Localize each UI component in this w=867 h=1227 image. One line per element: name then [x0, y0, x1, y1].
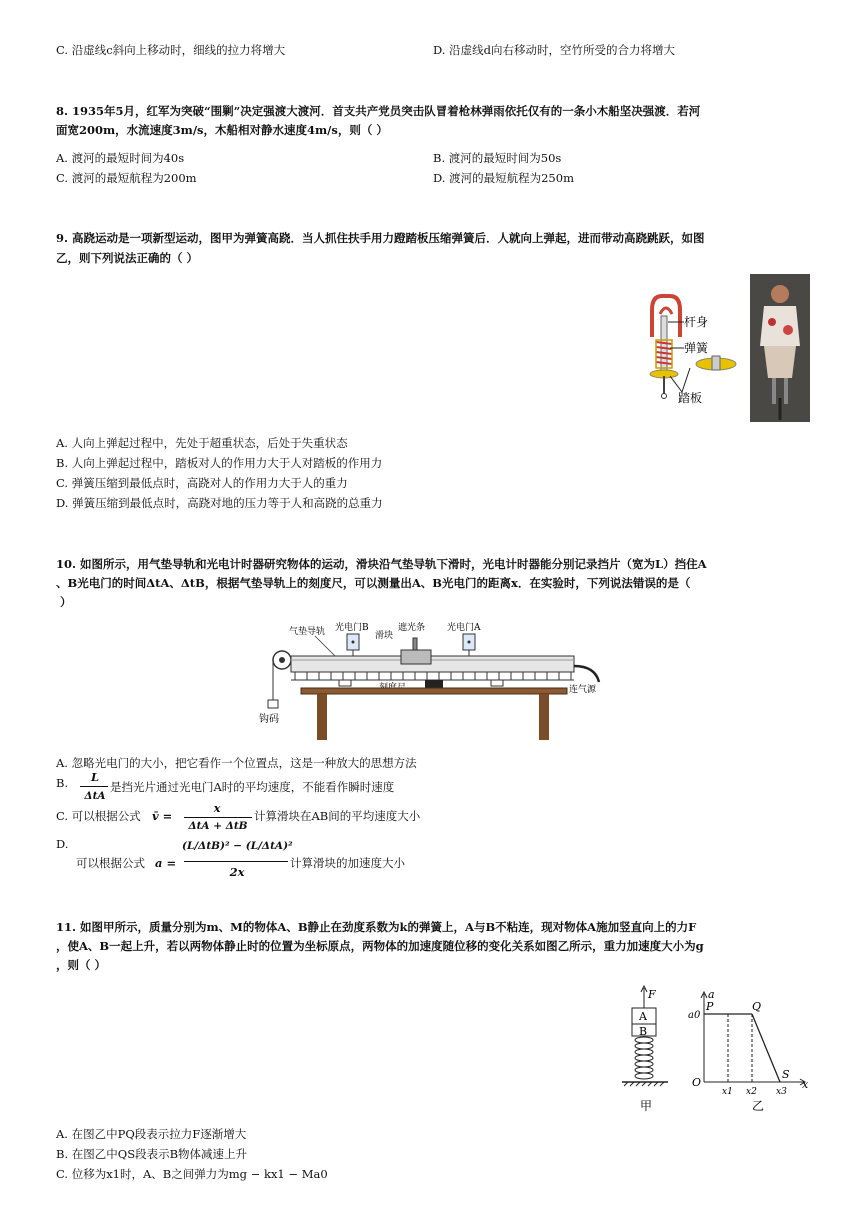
label-axis-x: x	[802, 1078, 809, 1091]
label-rail: 气垫导轨	[289, 627, 326, 637]
label-block-A: A	[639, 1010, 647, 1023]
label-x3: x3	[776, 1087, 787, 1097]
q8-stem-line2: 面宽200m，水流速度3m/s，木船相对静水速度4m/s，则（ ）	[56, 123, 388, 137]
q11-stem-line1: 11. 如图甲所示，质量分别为m、M的物体A、B静止在劲度系数为k的弹簧上，A与B不粘连，现对物体A施加竖直向上的力F	[56, 920, 697, 934]
fraction-bar	[80, 786, 108, 787]
label-Q: Q	[752, 1000, 762, 1013]
pogo-stick-figure	[640, 272, 815, 427]
q8-option-d: D. 渡河的最短航程为250m	[433, 171, 574, 185]
q9-option-b: B. 人向上弹起过程中，踏板对人的作用力大于人对踏板的作用力	[56, 456, 383, 470]
label-S: S	[782, 1068, 790, 1081]
q10-stem-line3: ）	[60, 595, 72, 609]
spring-acceleration-figure	[612, 982, 817, 1117]
q10-stem-line1: 10. 如图所示，用气垫导轨和光电计时器研究物体的运动，滑块沿气垫导轨下滑时，光电计时器能分别记录挡片（宽为L）挡住A	[56, 557, 707, 571]
q10-option-a: A. 忽略光电门的大小，把它看作一个位置点，这是一种放大的思想方法	[56, 756, 417, 770]
q11-option-c: C. 位移为x1时，A、B之间弹力为mg − kx1 − Ma0	[56, 1167, 328, 1181]
label-shade: 遮光条	[398, 623, 426, 633]
label-axis-a: a	[708, 988, 715, 1001]
q11-option-a: A. 在图乙中PQ段表示拉力F逐渐增大	[56, 1127, 247, 1141]
label-F: F	[648, 988, 656, 1001]
label-slider: 滑块	[375, 631, 394, 641]
label-a0: a0	[688, 1010, 701, 1021]
q10-option-d-lhs: a =	[155, 856, 177, 870]
q10-option-b-prefix: B.	[56, 776, 69, 790]
q8-option-c: C. 渡河的最短航程为200m	[56, 171, 197, 185]
label-weight: 钩码	[259, 714, 279, 725]
prev-option-c: C. 沿虚线c斜向上移动时，细线的拉力将增大	[56, 43, 286, 57]
label-spring: 弹簧	[684, 341, 709, 355]
label-jia: 甲	[640, 1099, 653, 1113]
label-gate-a: 光电门A	[447, 623, 481, 633]
q11-stem-line2: ，使A、B一起上升，若以两物体静止时的位置为坐标原点，两物体的加速度随位移的变化关系如图乙所示，重力加速度大小为g	[56, 939, 704, 953]
label-air-source: 连气源	[569, 685, 597, 695]
q10-option-c-text: 计算滑块在AB间的平均速度大小	[254, 809, 421, 823]
q10-option-c-prefix: C. 可以根据公式	[56, 809, 141, 823]
q8-stem-line1: 8. 1935年5月，红军为突破“围剿”决定强渡大渡河．首支共产党员突击队冒着枪林弹雨依托仅有的一条小木船坚决强渡．若河	[56, 104, 701, 118]
label-O: O	[692, 1076, 702, 1089]
label-yi: 乙	[752, 1099, 765, 1113]
label-x2: x2	[746, 1087, 757, 1097]
q10-option-c-lhs: v̄ =	[152, 809, 173, 823]
q9-option-d: D. 弹簧压缩到最低点时，高跷对地的压力等于人和高跷的总重力	[56, 496, 383, 510]
q10-stem-line2: 、B光电门的时间ΔtA、ΔtB，根据气垫导轨上的刻度尺，可以测量出A、B光电门的距离x．在实验时，下列说法错误的是（	[56, 576, 691, 590]
q10-option-c-numerator: x	[213, 801, 221, 815]
q10-option-d-lead: 可以根据公式	[76, 856, 145, 870]
label-x1: x1	[722, 1087, 733, 1097]
q8-option-a: A. 渡河的最短时间为40s	[56, 151, 185, 165]
label-rod: 杆身	[684, 315, 709, 329]
q11-stem-line3: ，则（ ）	[56, 958, 107, 972]
q10-option-c-denominator: ΔtA + ΔtB	[188, 820, 248, 832]
q8-option-b: B. 渡河的最短时间为50s	[433, 151, 562, 165]
label-pedal: 踏板	[678, 391, 703, 405]
fraction-bar	[184, 861, 288, 862]
label-P: P	[706, 1000, 714, 1013]
q10-option-d-denominator: 2x	[229, 865, 245, 879]
q9-stem-line1: 9. 高跷运动是一项新型运动，图甲为弹簧高跷．当人抓住扶手用力蹬踏板压缩弹簧后．人就向上弹起，进而带动高跷跳跃，如图	[56, 231, 705, 245]
q10-option-b-numerator: L	[90, 770, 100, 784]
q10-option-d-prefix: D.	[56, 837, 69, 851]
q10-option-b-denominator: ΔtA	[84, 790, 106, 802]
label-gate-b: 光电门B	[335, 623, 369, 633]
q9-option-c: C. 弹簧压缩到最低点时，高跷对人的作用力大于人的重力	[56, 476, 348, 490]
air-track-figure	[255, 618, 615, 748]
prev-option-d: D. 沿虚线d向右移动时，空竹所受的合力将增大	[433, 43, 675, 57]
q10-option-d-numerator: (L/ΔtB)² − (L/ΔtA)²	[182, 840, 293, 852]
q9-option-a: A. 人向上弹起过程中，先处于超重状态，后处于失重状态	[56, 436, 348, 450]
q10-option-d-text: 计算滑块的加速度大小	[290, 856, 405, 870]
q10-option-b-text: 是挡光片通过光电门A时的平均速度，不能看作瞬时速度	[110, 780, 395, 794]
label-block-B: B	[639, 1025, 648, 1038]
q11-option-b: B. 在图乙中QS段表示B物体减速上升	[56, 1147, 248, 1161]
q9-stem-line2: 乙，则下列说法正确的（ ）	[56, 251, 199, 265]
